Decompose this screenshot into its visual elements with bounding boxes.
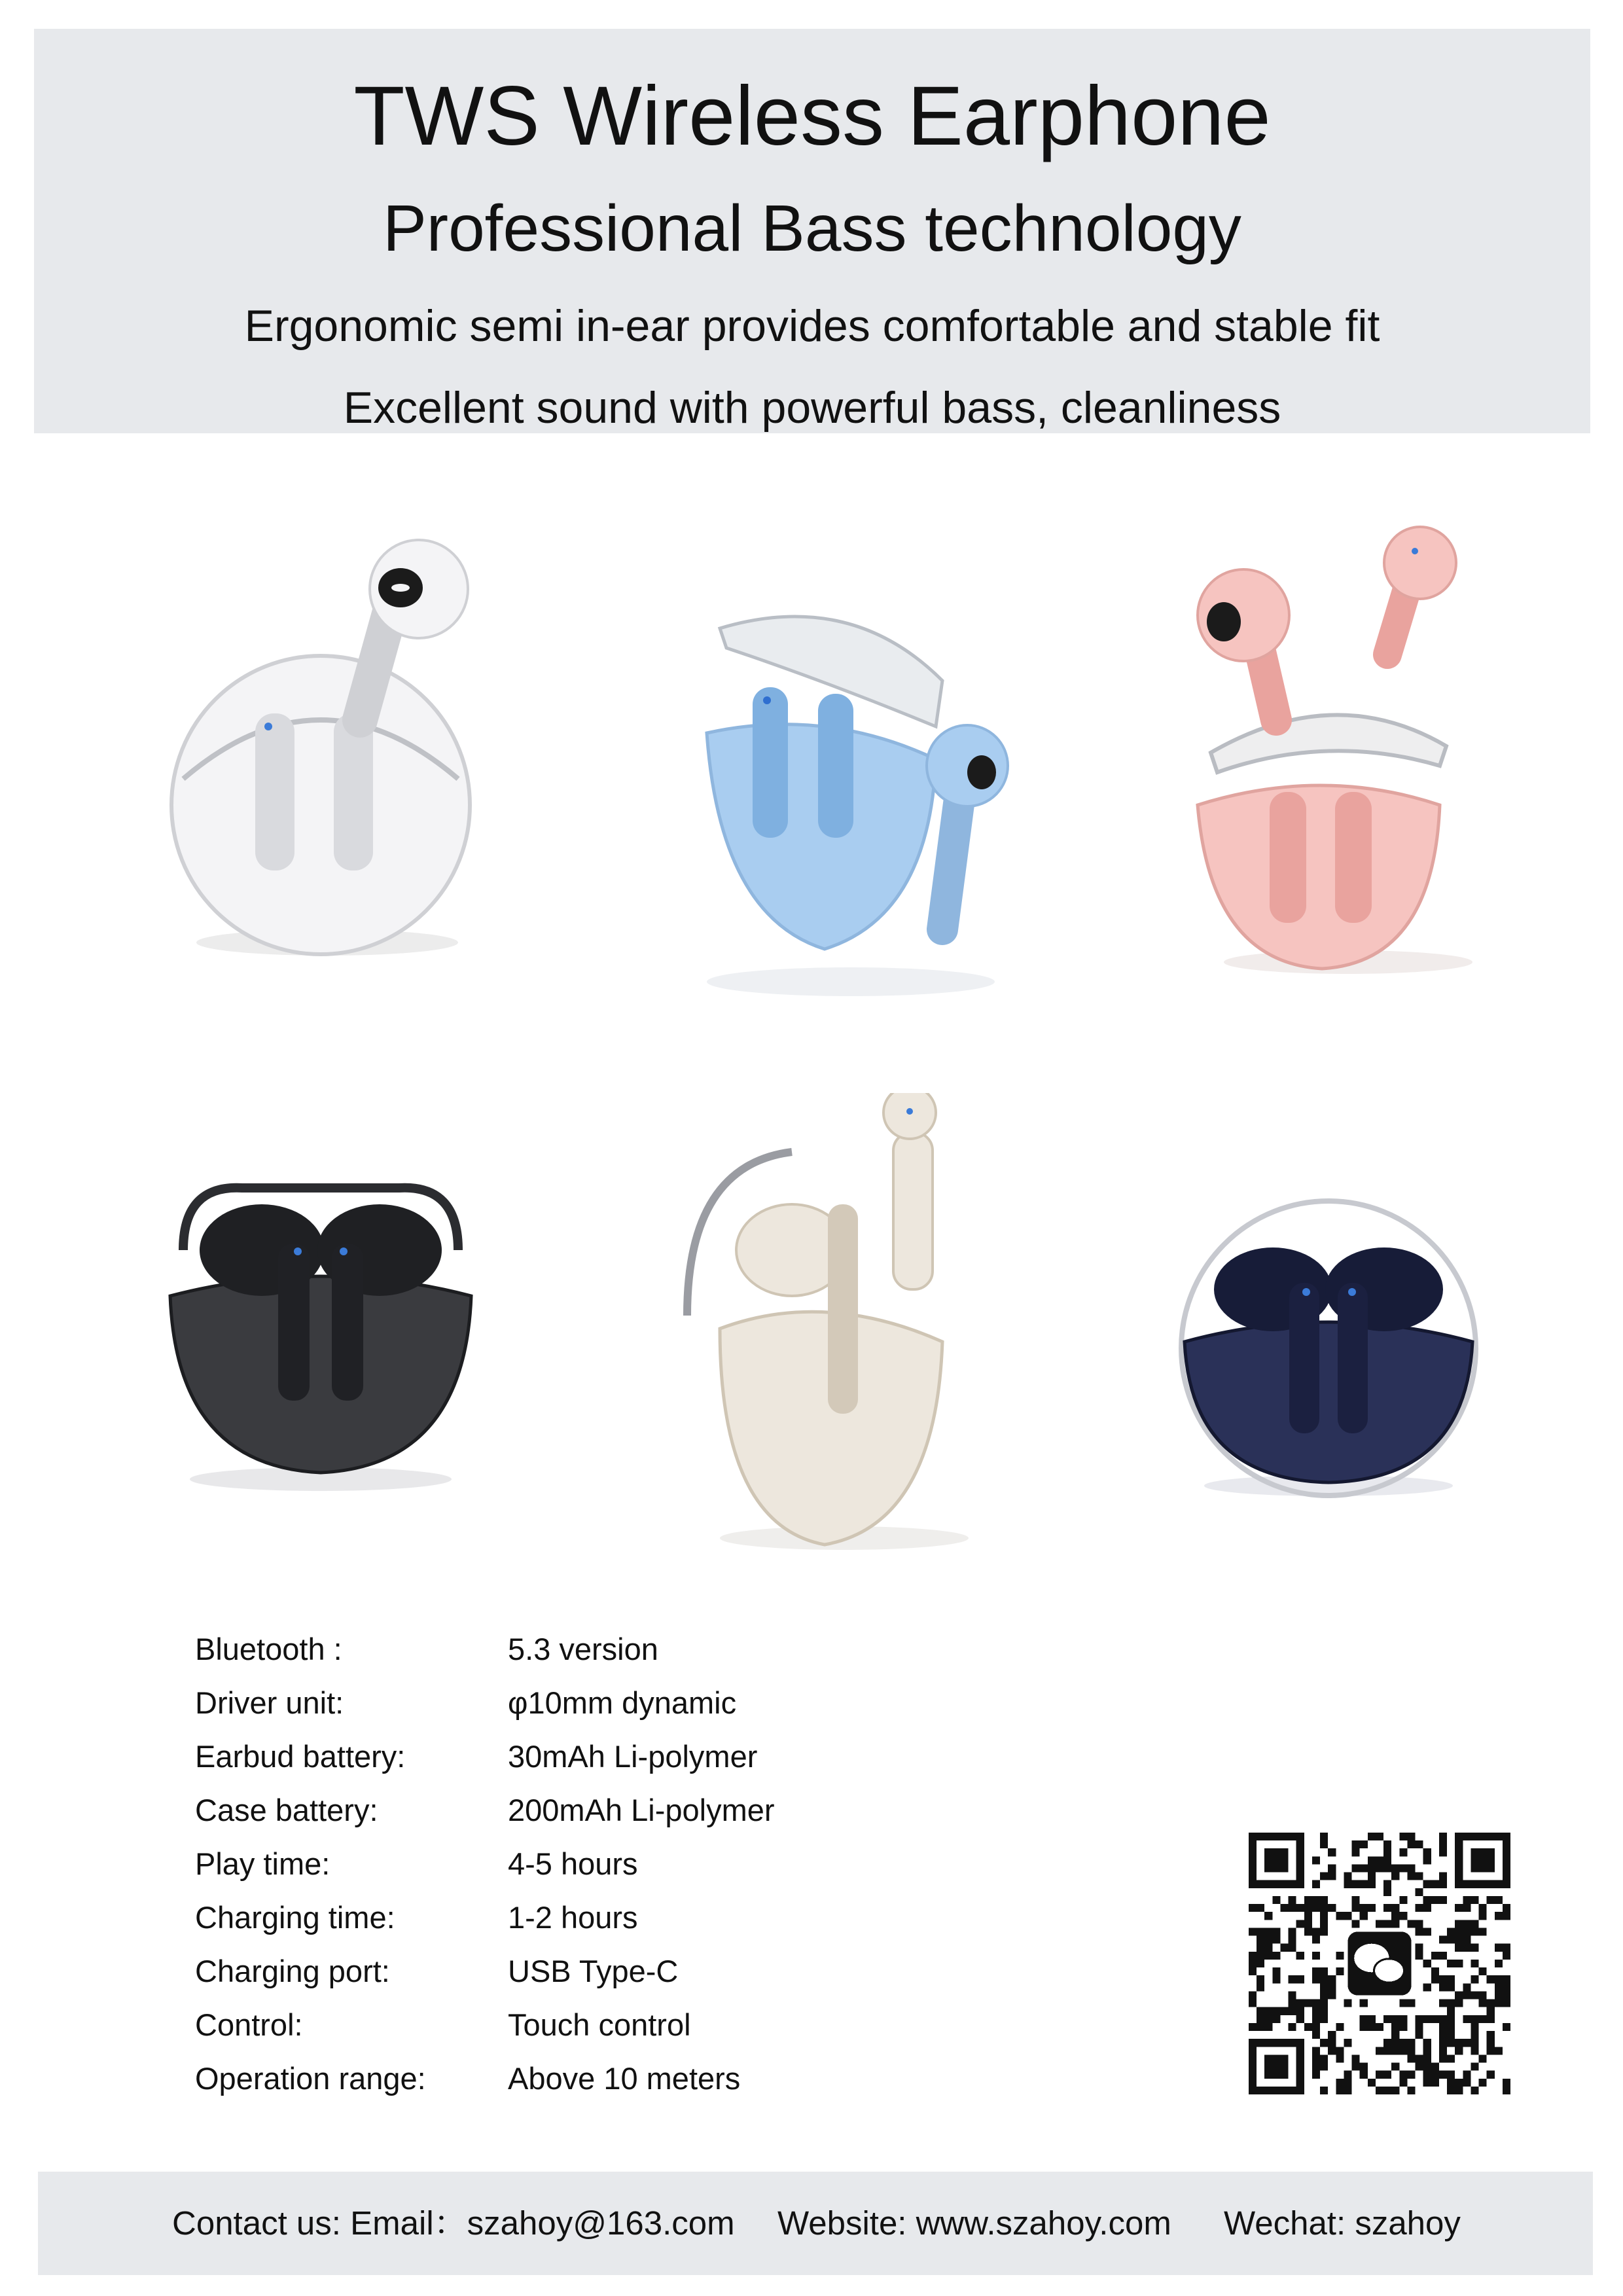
wechat-logo-icon bbox=[1348, 1932, 1412, 1996]
spec-row-driver bbox=[195, 1683, 915, 1723]
spec-value: Above 10 meters bbox=[508, 2061, 741, 2096]
spec-label: Bluetooth : bbox=[195, 1632, 342, 1666]
spec-label: Control: bbox=[195, 2007, 303, 2042]
spec-value: 1-2 hours bbox=[508, 1900, 638, 1935]
spec-row-earbud-battery bbox=[195, 1737, 915, 1776]
product-image-pink bbox=[1171, 517, 1538, 988]
contact-email[interactable]: Contact us: Email：szahoy@163.com bbox=[172, 2204, 735, 2242]
spec-value: Touch control bbox=[508, 2007, 691, 2042]
spec-row-control bbox=[195, 2005, 915, 2045]
product-image-light-blue bbox=[654, 563, 1021, 1034]
product-image-navy bbox=[1158, 1152, 1525, 1623]
contact-website[interactable]: Website: www.szahoy.com bbox=[777, 2204, 1171, 2242]
earbuds-case-icon bbox=[661, 1093, 1027, 1564]
feature-line-sound: Excellent sound with powerful bass, cleanliness bbox=[343, 383, 1281, 433]
product-image-white bbox=[144, 517, 510, 988]
header-banner bbox=[34, 29, 1590, 433]
spec-row-operation-range bbox=[195, 2059, 915, 2098]
page-subtitle: Professional Bass technology bbox=[383, 192, 1241, 265]
earbuds-case-icon bbox=[144, 1100, 510, 1571]
earbuds-case-icon bbox=[1171, 517, 1538, 988]
product-image-cream bbox=[661, 1093, 1027, 1564]
spec-row-play-time bbox=[195, 1844, 915, 1884]
wechat-qr-code-icon[interactable] bbox=[1249, 1833, 1510, 2094]
spec-label: Driver unit: bbox=[195, 1685, 344, 1720]
spec-row-case-battery bbox=[195, 1791, 915, 1830]
earbuds-case-icon bbox=[144, 517, 510, 988]
product-image-black bbox=[144, 1100, 510, 1571]
spec-value: 200mAh Li-polymer bbox=[508, 1793, 775, 1827]
feature-line-fit: Ergonomic semi in-ear provides comfortable and stable fit bbox=[244, 301, 1380, 351]
spec-row-charging-port bbox=[195, 1952, 915, 1991]
spec-label: Charging port: bbox=[195, 1954, 390, 1988]
spec-value: φ10mm dynamic bbox=[508, 1685, 737, 1720]
spec-label: Case battery: bbox=[195, 1793, 378, 1827]
spec-label: Operation range: bbox=[195, 2061, 426, 2096]
spec-label: Earbud battery: bbox=[195, 1739, 406, 1774]
spec-value: 4-5 hours bbox=[508, 1846, 638, 1881]
page-title: TWS Wireless Earphone bbox=[353, 69, 1271, 163]
earbuds-case-icon bbox=[654, 563, 1021, 1034]
spec-value: 30mAh Li-polymer bbox=[508, 1739, 758, 1774]
spec-label: Play time: bbox=[195, 1846, 330, 1881]
spec-label: Charging time: bbox=[195, 1900, 395, 1935]
contact-wechat: Wechat: szahoy bbox=[1224, 2204, 1461, 2242]
earbuds-case-icon bbox=[1158, 1152, 1525, 1623]
contact-footer bbox=[38, 2172, 1593, 2275]
spec-row-charging-time bbox=[195, 1898, 915, 1937]
spec-value: USB Type-C bbox=[508, 1954, 679, 1988]
spec-value: 5.3 version bbox=[508, 1632, 658, 1666]
spec-row-bluetooth bbox=[195, 1630, 915, 1669]
